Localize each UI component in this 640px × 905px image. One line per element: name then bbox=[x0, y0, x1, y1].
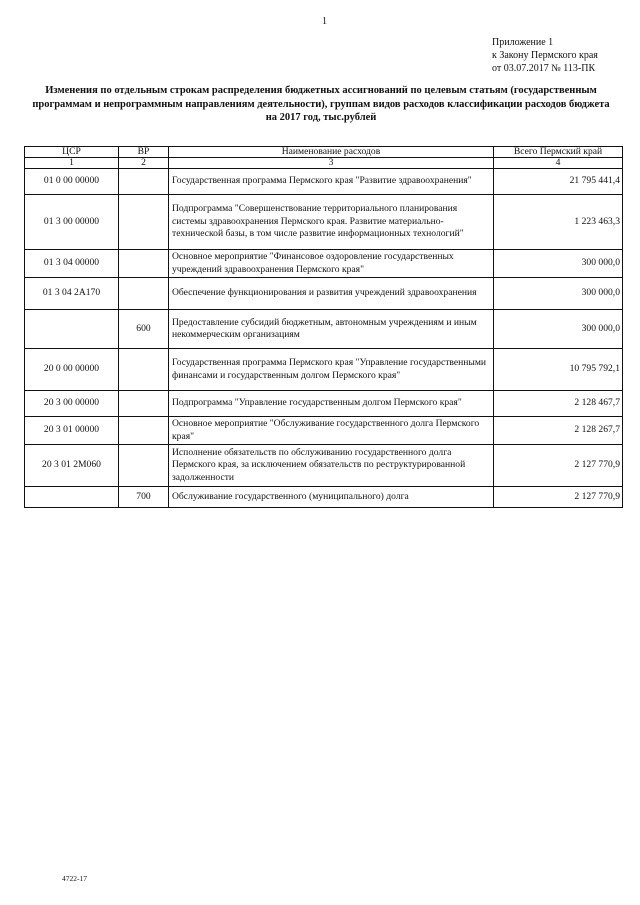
cell-total: 300 000,0 bbox=[494, 250, 623, 278]
cell-name: Обеспечение функционирования и развития учреждений здравоохранения bbox=[169, 278, 494, 310]
cell-csr: 01 3 04 2А170 bbox=[25, 278, 119, 310]
cell-csr: 01 3 04 00000 bbox=[25, 250, 119, 278]
header-row bbox=[25, 147, 623, 158]
cell-name: Основное мероприятие "Обслуживание государственного долга Пермского края" bbox=[169, 417, 494, 445]
cell-name: Подпрограмма "Совершенствование территориального планирования системы здравоохранения Пермского края. Развитие материально-технической базы, в том числе развитие информационных технологий" bbox=[169, 195, 494, 250]
footer-code: 4722-17 bbox=[62, 874, 87, 883]
cell-csr: 01 3 00 00000 bbox=[25, 195, 119, 250]
table-row bbox=[25, 487, 623, 508]
col-number-3: 3 bbox=[169, 158, 494, 169]
cell-csr: 20 3 01 00000 bbox=[25, 417, 119, 445]
col-number-1: 1 bbox=[25, 158, 119, 169]
cell-total: 21 795 441,4 bbox=[494, 169, 623, 195]
cell-name: Подпрограмма "Управление государственным долгом Пермского края" bbox=[169, 391, 494, 417]
cell-vr bbox=[119, 250, 169, 278]
table-row bbox=[25, 310, 623, 349]
cell-csr: 20 3 01 2М060 bbox=[25, 445, 119, 487]
col-number-4: 4 bbox=[494, 158, 623, 169]
cell-vr bbox=[119, 169, 169, 195]
cell-total: 2 128 267,7 bbox=[494, 417, 623, 445]
appendix-line-1: Приложение 1 bbox=[492, 37, 554, 48]
header-total: Всего Пермский край bbox=[494, 147, 623, 158]
cell-total: 1 223 463,3 bbox=[494, 195, 623, 250]
cell-csr bbox=[25, 310, 119, 349]
cell-name: Основное мероприятие "Финансовое оздоровление государственных учреждений здравоохранения Пермского края" bbox=[169, 250, 494, 278]
page-number: 1 bbox=[322, 16, 327, 27]
header-name: Наименование расходов bbox=[169, 147, 494, 158]
appendix-note bbox=[492, 36, 598, 75]
cell-total: 2 127 770,9 bbox=[494, 445, 623, 487]
table-row bbox=[25, 417, 623, 445]
table-row bbox=[25, 349, 623, 391]
cell-csr bbox=[25, 487, 119, 508]
col-number-2: 2 bbox=[119, 158, 169, 169]
table-row bbox=[25, 391, 623, 417]
appendix-line-2: к Закону Пермского края bbox=[492, 50, 598, 61]
cell-csr: 20 3 00 00000 bbox=[25, 391, 119, 417]
cell-csr: 20 0 00 00000 bbox=[25, 349, 119, 391]
cell-vr: 700 bbox=[119, 487, 169, 508]
cell-total: 300 000,0 bbox=[494, 278, 623, 310]
cell-name: Обслуживание государственного (муниципального) долга bbox=[169, 487, 494, 508]
table-row bbox=[25, 250, 623, 278]
cell-total: 2 128 467,7 bbox=[494, 391, 623, 417]
appendix-line-3: от 03.07.2017 № 113-ПК bbox=[492, 63, 596, 74]
cell-total: 10 795 792,1 bbox=[494, 349, 623, 391]
table-row bbox=[25, 195, 623, 250]
cell-vr bbox=[119, 391, 169, 417]
cell-csr: 01 0 00 00000 bbox=[25, 169, 119, 195]
cell-name: Государственная программа Пермского края "Развитие здравоохранения" bbox=[169, 169, 494, 195]
column-number-row bbox=[25, 158, 623, 169]
table-row bbox=[25, 169, 623, 195]
cell-name: Предоставление субсидий бюджетным, автономным учреждениям и иным некоммерческим организациям bbox=[169, 310, 494, 349]
header-vr: ВР bbox=[119, 147, 169, 158]
cell-vr bbox=[119, 278, 169, 310]
header-csr: ЦСР bbox=[25, 147, 119, 158]
cell-vr bbox=[119, 417, 169, 445]
cell-name: Исполнение обязательств по обслуживанию государственного долга Пермского края, за исключением обязательств по реструктурированной задолженности bbox=[169, 445, 494, 487]
cell-total: 300 000,0 bbox=[494, 310, 623, 349]
cell-vr: 600 bbox=[119, 310, 169, 349]
cell-total: 2 127 770,9 bbox=[494, 487, 623, 508]
budget-table bbox=[24, 146, 623, 508]
document-title: Изменения по отдельным строкам распределения бюджетных ассигнований по целевым статьям (государственным программам и непрограммным направлениям деятельности), группам видов расходов классификации расходов бюджета на 2017 год, тыс.рублей bbox=[32, 85, 610, 123]
cell-vr bbox=[119, 445, 169, 487]
table-row bbox=[25, 445, 623, 487]
cell-name: Государственная программа Пермского края "Управление государственными финансами и государственным долгом Пермского края" bbox=[169, 349, 494, 391]
cell-vr bbox=[119, 349, 169, 391]
cell-vr bbox=[119, 195, 169, 250]
table-row bbox=[25, 278, 623, 310]
